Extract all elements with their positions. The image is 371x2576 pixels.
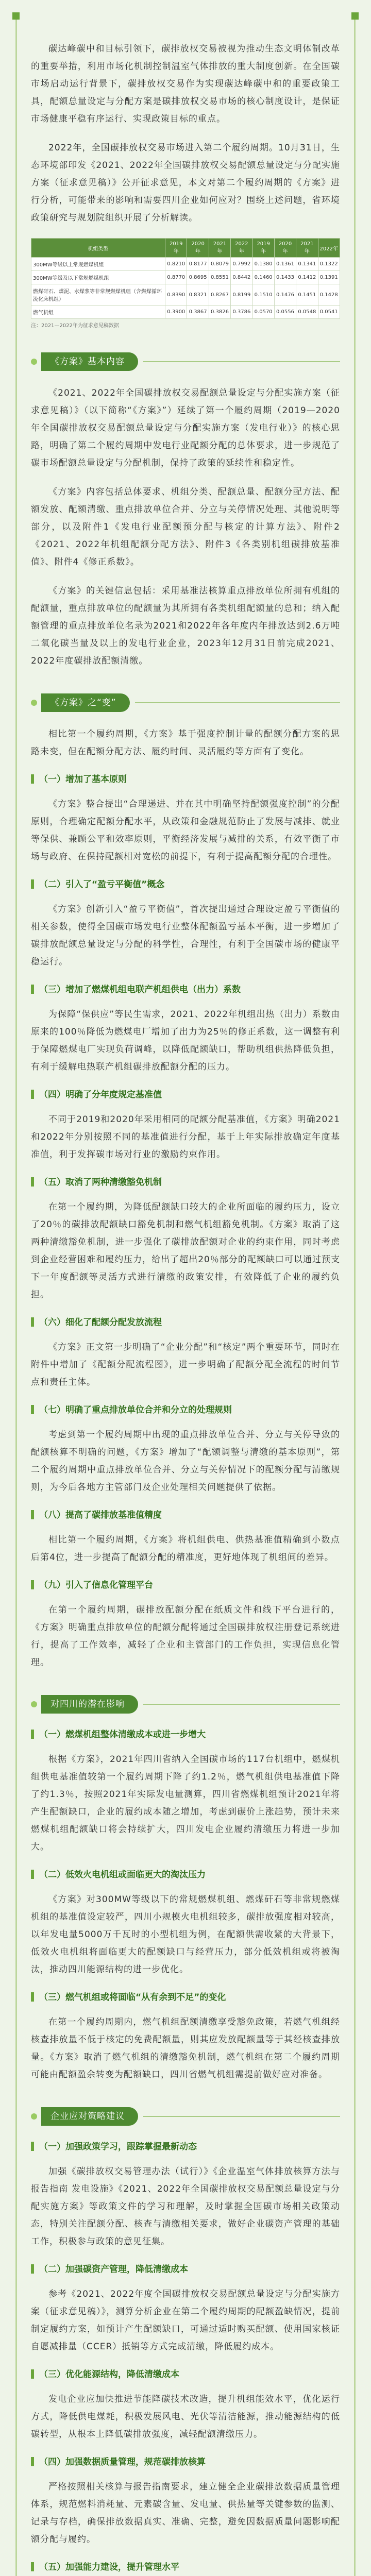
corner-decoration xyxy=(351,12,359,20)
changes-intro: 相比第一个履约周期，《方案》基于强度控制计量的配额分配方案的思路未变，但在配额分配方法、履约时间、灵活履约等方面有了变化。 xyxy=(31,729,340,757)
strategy-item xyxy=(31,2139,340,2250)
section-title: 企业应对策略建议 xyxy=(41,2107,138,2126)
basic-paragraph: 《方案》内容包括总体要求、机组分类、配额总量、配额分配方法、配额发放、配额清缴、重点排放单位合并、分立与关停情况处理、其他说明等部分，以及附件1《发电行业配额预分配与核定的计算方法》、附件2《2021、2022年机组配额分配方法》、附件3《各类别机组碳排放基准值》、附件4《修正系数》。 xyxy=(31,487,340,567)
change-paragraph: 在第一个履约周期，碳排放配额分配在纸质文件和线下平台进行的，《方案》明确重点排放单位的配额分配将通过全国碳排放权注册登记系统进行，提高了工作效率，减轻了企业和主管部门的工作负担，实现信息化管理。 xyxy=(31,1605,340,1668)
subsection-title: （二）加强碳资产管理，降低清缴成本 xyxy=(39,2264,188,2275)
strategy-item xyxy=(31,2262,340,2355)
table-cell: 0.1412 xyxy=(296,271,318,284)
table-row xyxy=(31,306,340,319)
table-row xyxy=(31,271,340,284)
change-item xyxy=(31,1402,340,1496)
subsection-title: （三）增加了燃煤机组电联产机组供电（出力）系数 xyxy=(39,985,241,995)
change-item xyxy=(31,1578,340,1671)
section-title: 《方案》基本内容 xyxy=(41,352,138,371)
change-paragraph: 《方案》创新引入“盈亏平衡值”，首次提出通过合理设定盈亏平衡值的相关参数，使得全国碳市场发电行业整体配额盈亏基本平衡，进一步增加了碳排放配额总量设定与分配的科学性，合理性，有利于全国碳市场的健康平稳运行。 xyxy=(31,904,340,967)
subsection-heading xyxy=(31,2454,340,2470)
heading-mark-icon xyxy=(31,2562,34,2571)
table-header-cell: 2022年 xyxy=(231,239,252,258)
table-cell: 0.1322 xyxy=(318,258,340,271)
table-cell: 0.8321 xyxy=(187,284,209,306)
subsection-title: （七）明确了重点排放单位合并和分立的处理规则 xyxy=(39,1405,232,1415)
table-cell: 0.8177 xyxy=(187,258,209,271)
heading-mark-icon xyxy=(31,1730,34,1739)
section-divider xyxy=(143,2116,340,2117)
corner-decoration xyxy=(12,12,20,20)
subsection-title: （一）加强政策学习，跟踪掌握最新动态 xyxy=(39,2142,197,2152)
table-header-cell: 2022年 xyxy=(318,239,340,258)
subsection-title: （五）取消了两种清缴豁免机制 xyxy=(39,1177,162,1188)
section-divider xyxy=(143,1704,340,1705)
heading-mark-icon xyxy=(31,2264,34,2274)
intro-paragraph: 2022年，全国碳排放权交易市场进入第二个履约周期。10月31日，生态环境部印发《2021、2022年全国碳排放权交易配额总量设定与分配实施方案（征求意见稿）》公开征求意见，本文对第二个履约周期的《方案》进行分析，可能带来的影响和需要四川企业如何应对？围绕上述问题，省环境政策研究与规划院组织开展了分析解读。 xyxy=(31,143,340,223)
heading-mark-icon xyxy=(31,2369,34,2379)
subsection-title: （三）燃气机组或将面临“从有余到不足”的变化 xyxy=(39,1992,226,2003)
strategy-paragraph: 加强《碳排放权交易管理办法（试行）》《企业温室气体排放核算方法与报告指南 发电设施》《2021、2022年全国碳排放权交易配额总量设定与分配实施方案》等政策文件的学习和理解，及时掌握全国碳市场相关政策动态，特别关注配额分配、核查与清缴相关要求，做好企业碳资产管理的基础工作，积极参与政策的意见征集。 xyxy=(31,2166,340,2247)
table-cell: 0.1451 xyxy=(296,284,318,306)
article-content xyxy=(31,0,340,2576)
impact-item xyxy=(31,1727,340,1856)
change-item xyxy=(31,1315,340,1391)
table-cell: 燃气机组 xyxy=(31,306,165,319)
section-header-changes xyxy=(31,693,340,712)
subsection-title: （一）增加了基本原则 xyxy=(39,774,127,785)
table-header-cell: 2019年 xyxy=(252,239,274,258)
table-cell: 0.8442 xyxy=(231,271,252,284)
change-paragraph: 考虑到第一个履约周期中出现的重点排放单位合并、分立与关停导致的配额核算不明确的问题，《方案》增加了“配额调整与清缴的基本原则”，第二个履约周期中重点排放单位合并、分立与关停情况下的配额分配与清缴规则，为今后各地方主管部门及企业处理相关问题提供了依据。 xyxy=(31,1430,340,1493)
table-cell: 0.7992 xyxy=(231,258,252,271)
subsection-heading xyxy=(31,2139,340,2155)
table-cell: 0.3826 xyxy=(209,306,230,319)
change-item xyxy=(31,1175,340,1303)
section-dot-icon xyxy=(31,1701,37,1707)
subsection-heading xyxy=(31,1990,340,2005)
table-row xyxy=(31,258,340,271)
heading-mark-icon xyxy=(31,2142,34,2151)
table-note: 注：2021—2022年为征求意见稿数据 xyxy=(31,323,119,329)
subsection-title: （九）引入了信息化管理平台 xyxy=(39,1580,153,1590)
heading-mark-icon xyxy=(31,985,34,994)
change-paragraph: 《方案》正文第一步明确了“企业分配”和“核定”两个重要环节，同时在附件中增加了《配额分配流程图》，进一步明确了配额分配全流程的时间节点和责任主体。 xyxy=(31,1342,340,1387)
subsection-heading xyxy=(31,1315,340,1330)
table-cell: 0.3786 xyxy=(231,306,252,319)
section-dot-icon xyxy=(31,700,37,706)
table-cell: 0.8079 xyxy=(209,258,230,271)
change-item xyxy=(31,772,340,866)
change-paragraph: 《方案》整合提出“合理递进、并在其中明确坚持配额强度控制”的分配原则，合理确定配额分配水平，从政策和金融规范防止了发展与减排、就业等保供、兼顾公平和效率原则，平衡经济发展与减排的关系，有效平衡了市场与政府、在保持配额相对宽松的前提下，有利于提高配额分配的合理性。 xyxy=(31,799,340,862)
strategy-item xyxy=(31,2367,340,2443)
subsection-title: （四）明确了分年度规定基准值 xyxy=(39,1090,162,1100)
subsection-heading xyxy=(31,982,340,997)
subsection-title: （三）优化能源结构，降低清缴成本 xyxy=(39,2369,179,2380)
subsection-heading xyxy=(31,2262,340,2277)
basic-paragraph: 《方案》的关键信息包括：采用基准法核算重点排放单位所拥有机组的配额量，重点排放单位的配额量为其所拥有各类机组配额量的总和；纳入配额管理的重点排放单位名录为2021和2022年各年度内年排放达到2.6万吨二氧化碳当量及以上的发电行业企业，2023年12月31日前完成2021、2022年度碳排放配额清缴。 xyxy=(31,586,340,666)
change-paragraph: 在第一个履约期，为降低配额缺口较大的企业所面临的履约压力，设立了20％的碳排放配额缺口豁免机制和燃气机组豁免机制。《方案》取消了这两种清缴豁免机制，进一步强化了碳排放配额对企业的约束作用，同时考虑到企业经营困难和履约压力，给出了超出20％部分的配额缺口可以通过预支下一年度配额等灵活方式进行清缴的政策安排，有效降低了企业的履约负担。 xyxy=(31,1202,340,1300)
benchmark-table xyxy=(31,238,340,319)
section-header-basic xyxy=(31,352,340,371)
table-cell: 0.8695 xyxy=(187,271,209,284)
table-cell: 0.8770 xyxy=(165,271,187,284)
table-cell: 0.1361 xyxy=(274,258,296,271)
heading-mark-icon xyxy=(31,1992,34,2002)
basic-paragraph: 《2021、2022年全国碳排放权交易配额总量设定与分配实施方案（征求意见稿）》（以下简称“《方案》”）延续了第一个履约周期（2019—2020年全国碳排放权交易配额总量设定与分配实施方案（发电行业）》的核心思路，明确了第二个履约周期中发电行业配额分配的总体要求，进一步规范了碳市场配额总量设定与分配机制，保持了政策的延续性和稳定性。 xyxy=(31,388,340,468)
change-paragraph: 不同于2019和2020年采用相同的配额分配基准值，《方案》明确2021和2022年分别按照不同的基准值进行分配，基于上年实际排放确定年度基准值，利于发挥碳市场对行业的激励约束作用。 xyxy=(31,1114,340,1160)
table-cell: 0.1428 xyxy=(318,284,340,306)
strategy-paragraph: 严格按照相关核算与报告指南要求，建立健全企业碳排放数据质量管理体系，规范燃料消耗量、元素碳含量、发电量、供热量等关键参数的监测、记录与存档，确保排放数据真实、准确、完整，避免因数据质量问题影响配额分配与履约。 xyxy=(31,2482,340,2545)
subsection-heading xyxy=(31,877,340,892)
impact-paragraph: 在第一个履约周期内，燃气机组配额清缴享受豁免政策，若燃气机组经核查排放量不低于核定的免费配额量，则其应发放配额量等于其经核查排放量。《方案》取消了燃气机组的清缴豁免机制，燃气机组在第二个履约周期可能由配额盈余转变为配额缺口，四川省燃气机组需提前做好应对准备。 xyxy=(31,2017,340,2080)
section-dot-icon xyxy=(31,359,37,365)
table-cell: 0.3900 xyxy=(165,306,187,319)
strategy-paragraph: 参考《2021、2022年度全国碳排放权交易配额总量设定与分配实施方案（征求意见稿）》，测算分析企业在第二个履约周期的配额盈缺情况，提前制定履约方案，如预计产生配额缺口，可通过适时购买配额、使用国家核证自愿减排量（CCER）抵销等方式完成清缴，降低履约成本。 xyxy=(31,2289,340,2352)
subsection-heading xyxy=(31,772,340,787)
table-header-row xyxy=(31,239,340,258)
table-header-cell: 2020年 xyxy=(274,239,296,258)
section-divider xyxy=(135,702,340,703)
strategy-item xyxy=(31,2454,340,2548)
table-cell: 0.1391 xyxy=(318,271,340,284)
change-item xyxy=(31,1507,340,1566)
table-header-cell: 2019年 xyxy=(165,239,187,258)
subsection-heading xyxy=(31,2367,340,2382)
impact-item xyxy=(31,1867,340,1978)
heading-mark-icon xyxy=(31,1510,34,1519)
frame-left-border xyxy=(15,15,17,2576)
heading-mark-icon xyxy=(31,774,34,784)
subsection-title: （二）引入了“盈亏平衡值”概念 xyxy=(39,879,165,890)
table-cell: 0.3867 xyxy=(187,306,209,319)
subsection-heading xyxy=(31,1867,340,1883)
table-cell: 0.1380 xyxy=(252,258,274,271)
subsection-title: （四）加强数据质量管理，规范碳排放核算 xyxy=(39,2457,206,2467)
table-cell: 0.1510 xyxy=(252,284,274,306)
table-header-cell: 2020年 xyxy=(187,239,209,258)
table-header-cell: 2021年 xyxy=(209,239,230,258)
table-cell: 0.1460 xyxy=(252,271,274,284)
table-cell: 0.8267 xyxy=(209,284,230,306)
table-header-cell: 机组类型 xyxy=(31,239,165,258)
change-item xyxy=(31,1087,340,1163)
subsection-heading xyxy=(31,1087,340,1103)
frame-right-border xyxy=(354,15,356,2576)
change-paragraph: 相比第一个履约周期，《方案》将机组供电、供热基准值精确到小数点后第4位，进一步提高了配额分配的精准度，更好地体现了机组间的差异。 xyxy=(31,1535,340,1563)
table-cell: 0.1433 xyxy=(274,271,296,284)
section-dot-icon xyxy=(31,2113,37,2120)
table-cell: 0.1341 xyxy=(296,258,318,271)
section-header-strategies xyxy=(31,2107,340,2126)
subsection-heading xyxy=(31,1402,340,1418)
impact-item xyxy=(31,1990,340,2083)
subsection-heading xyxy=(31,1578,340,1593)
heading-mark-icon xyxy=(31,1870,34,1879)
subsection-title: （一）燃煤机组整体清缴成本或进一步增大 xyxy=(39,1730,206,1740)
heading-mark-icon xyxy=(31,2457,34,2466)
section-divider xyxy=(143,361,340,362)
table-cell: 300MW等级以上常规燃煤机组 xyxy=(31,258,165,271)
heading-mark-icon xyxy=(31,879,34,889)
section-title: 《方案》之“变” xyxy=(41,693,130,712)
subsection-heading xyxy=(31,1175,340,1190)
section-header-impacts xyxy=(31,1695,340,1714)
heading-mark-icon xyxy=(31,1317,34,1327)
table-cell: 0.8551 xyxy=(209,271,230,284)
table-cell: 0.0548 xyxy=(296,306,318,319)
table-header-cell: 2021年 xyxy=(296,239,318,258)
change-paragraph: 为保障“保供应”等民生需求，2021、2022年机组出热（出力）系数由原来的100％降低为燃煤电厂增加了出力为25％的修正系数，这一调整有利于保障燃煤电厂实现负荷调峰，以降低配额缺口，帮助机组供热降低负担，有利于缓解电热联产机组碳排放配额分配的压力。 xyxy=(31,1009,340,1072)
subsection-heading xyxy=(31,1507,340,1523)
table-cell: 0.0556 xyxy=(274,306,296,319)
table-cell: 0.0570 xyxy=(252,306,274,319)
table-cell: 燃煤矸石、煤泥、水煤浆等非常规燃煤机组（含燃煤循环流化床机组） xyxy=(31,284,165,306)
impact-paragraph: 《方案》对300MW等级以下的常规燃煤机组、燃煤矸石等非常规燃煤机组的基准值设定较严，四川小规模火电机组较多，碳排放强度相对较高，以年发电量5000万千瓦时的小型机组为例，在配额供需收紧的大背景下，低效火电机组将面临更大的配额缺口与经营压力，部分低效机组或将被淘汰，推动四川能源结构的进一步优化。 xyxy=(31,1894,340,1975)
subsection-title: （六）细化了配额分配发放流程 xyxy=(39,1317,162,1328)
table-cell: 0.8199 xyxy=(231,284,252,306)
subsection-title: （二）低效火电机组或面临更大的淘汰压力 xyxy=(39,1870,206,1880)
table-cell: 0.8210 xyxy=(165,258,187,271)
heading-mark-icon xyxy=(31,1405,34,1414)
heading-mark-icon xyxy=(31,1580,34,1589)
strategy-paragraph: 发电企业应加快推进节能降碳技术改造，提升机组能效水平，优化运行方式，降低供电煤耗，积极发展风电、光伏等清洁能源，推动能源结构的低碳转型，从根本上降低碳排放强度，减轻配额清缴压力。 xyxy=(31,2394,340,2439)
heading-mark-icon xyxy=(31,1090,34,1099)
strategy-item xyxy=(31,2560,340,2576)
change-item xyxy=(31,877,340,971)
intro-paragraph: 碳达峰碳中和目标引领下，碳排放权交易被视为推动生态文明体制改革的重要举措，利用市场化机制控制温室气体排放的重大制度创新。在全国碳市场启动运行背景下，碳排放权交易作为实现碳达峰碳中和的重要政策工具，配额总量设定与分配方案是碳排放权交易市场的核心制度设计，是保证市场健康平稳有序运行、实现政策目标的重点。 xyxy=(31,44,340,124)
section-title: 对四川的潜在影响 xyxy=(41,1695,138,1714)
table-cell: 0.0541 xyxy=(318,306,340,319)
change-item xyxy=(31,982,340,1076)
subsection-title: （八）提高了碳排放基准值精度 xyxy=(39,1510,162,1520)
table-cell: 0.8390 xyxy=(165,284,187,306)
table-cell: 0.1476 xyxy=(274,284,296,306)
subsection-heading xyxy=(31,1727,340,1742)
impact-paragraph: 根据《方案》，2021年四川省纳入全国碳市场的117台机组中，燃煤机组供电基准值较第一个履约周期下降了约1.2％，燃气机组供电基准值下降了约1.3％，按照2021年实际发电量测算，四川省燃煤机组预计2021年将产生配额缺口，企业的履约成本随之增加，考虑到碳价上涨趋势，预计未来燃煤机组配额缺口将会持续扩大，四川发电企业履约清缴压力将进一步加大。 xyxy=(31,1754,340,1852)
subsection-title: （五）加强能力建设，提升管理水平 xyxy=(39,2562,179,2572)
table-cell: 300MW等级及以下常规燃煤机组 xyxy=(31,271,165,284)
table-row xyxy=(31,284,340,306)
subsection-heading xyxy=(31,2560,340,2575)
heading-mark-icon xyxy=(31,1177,34,1187)
